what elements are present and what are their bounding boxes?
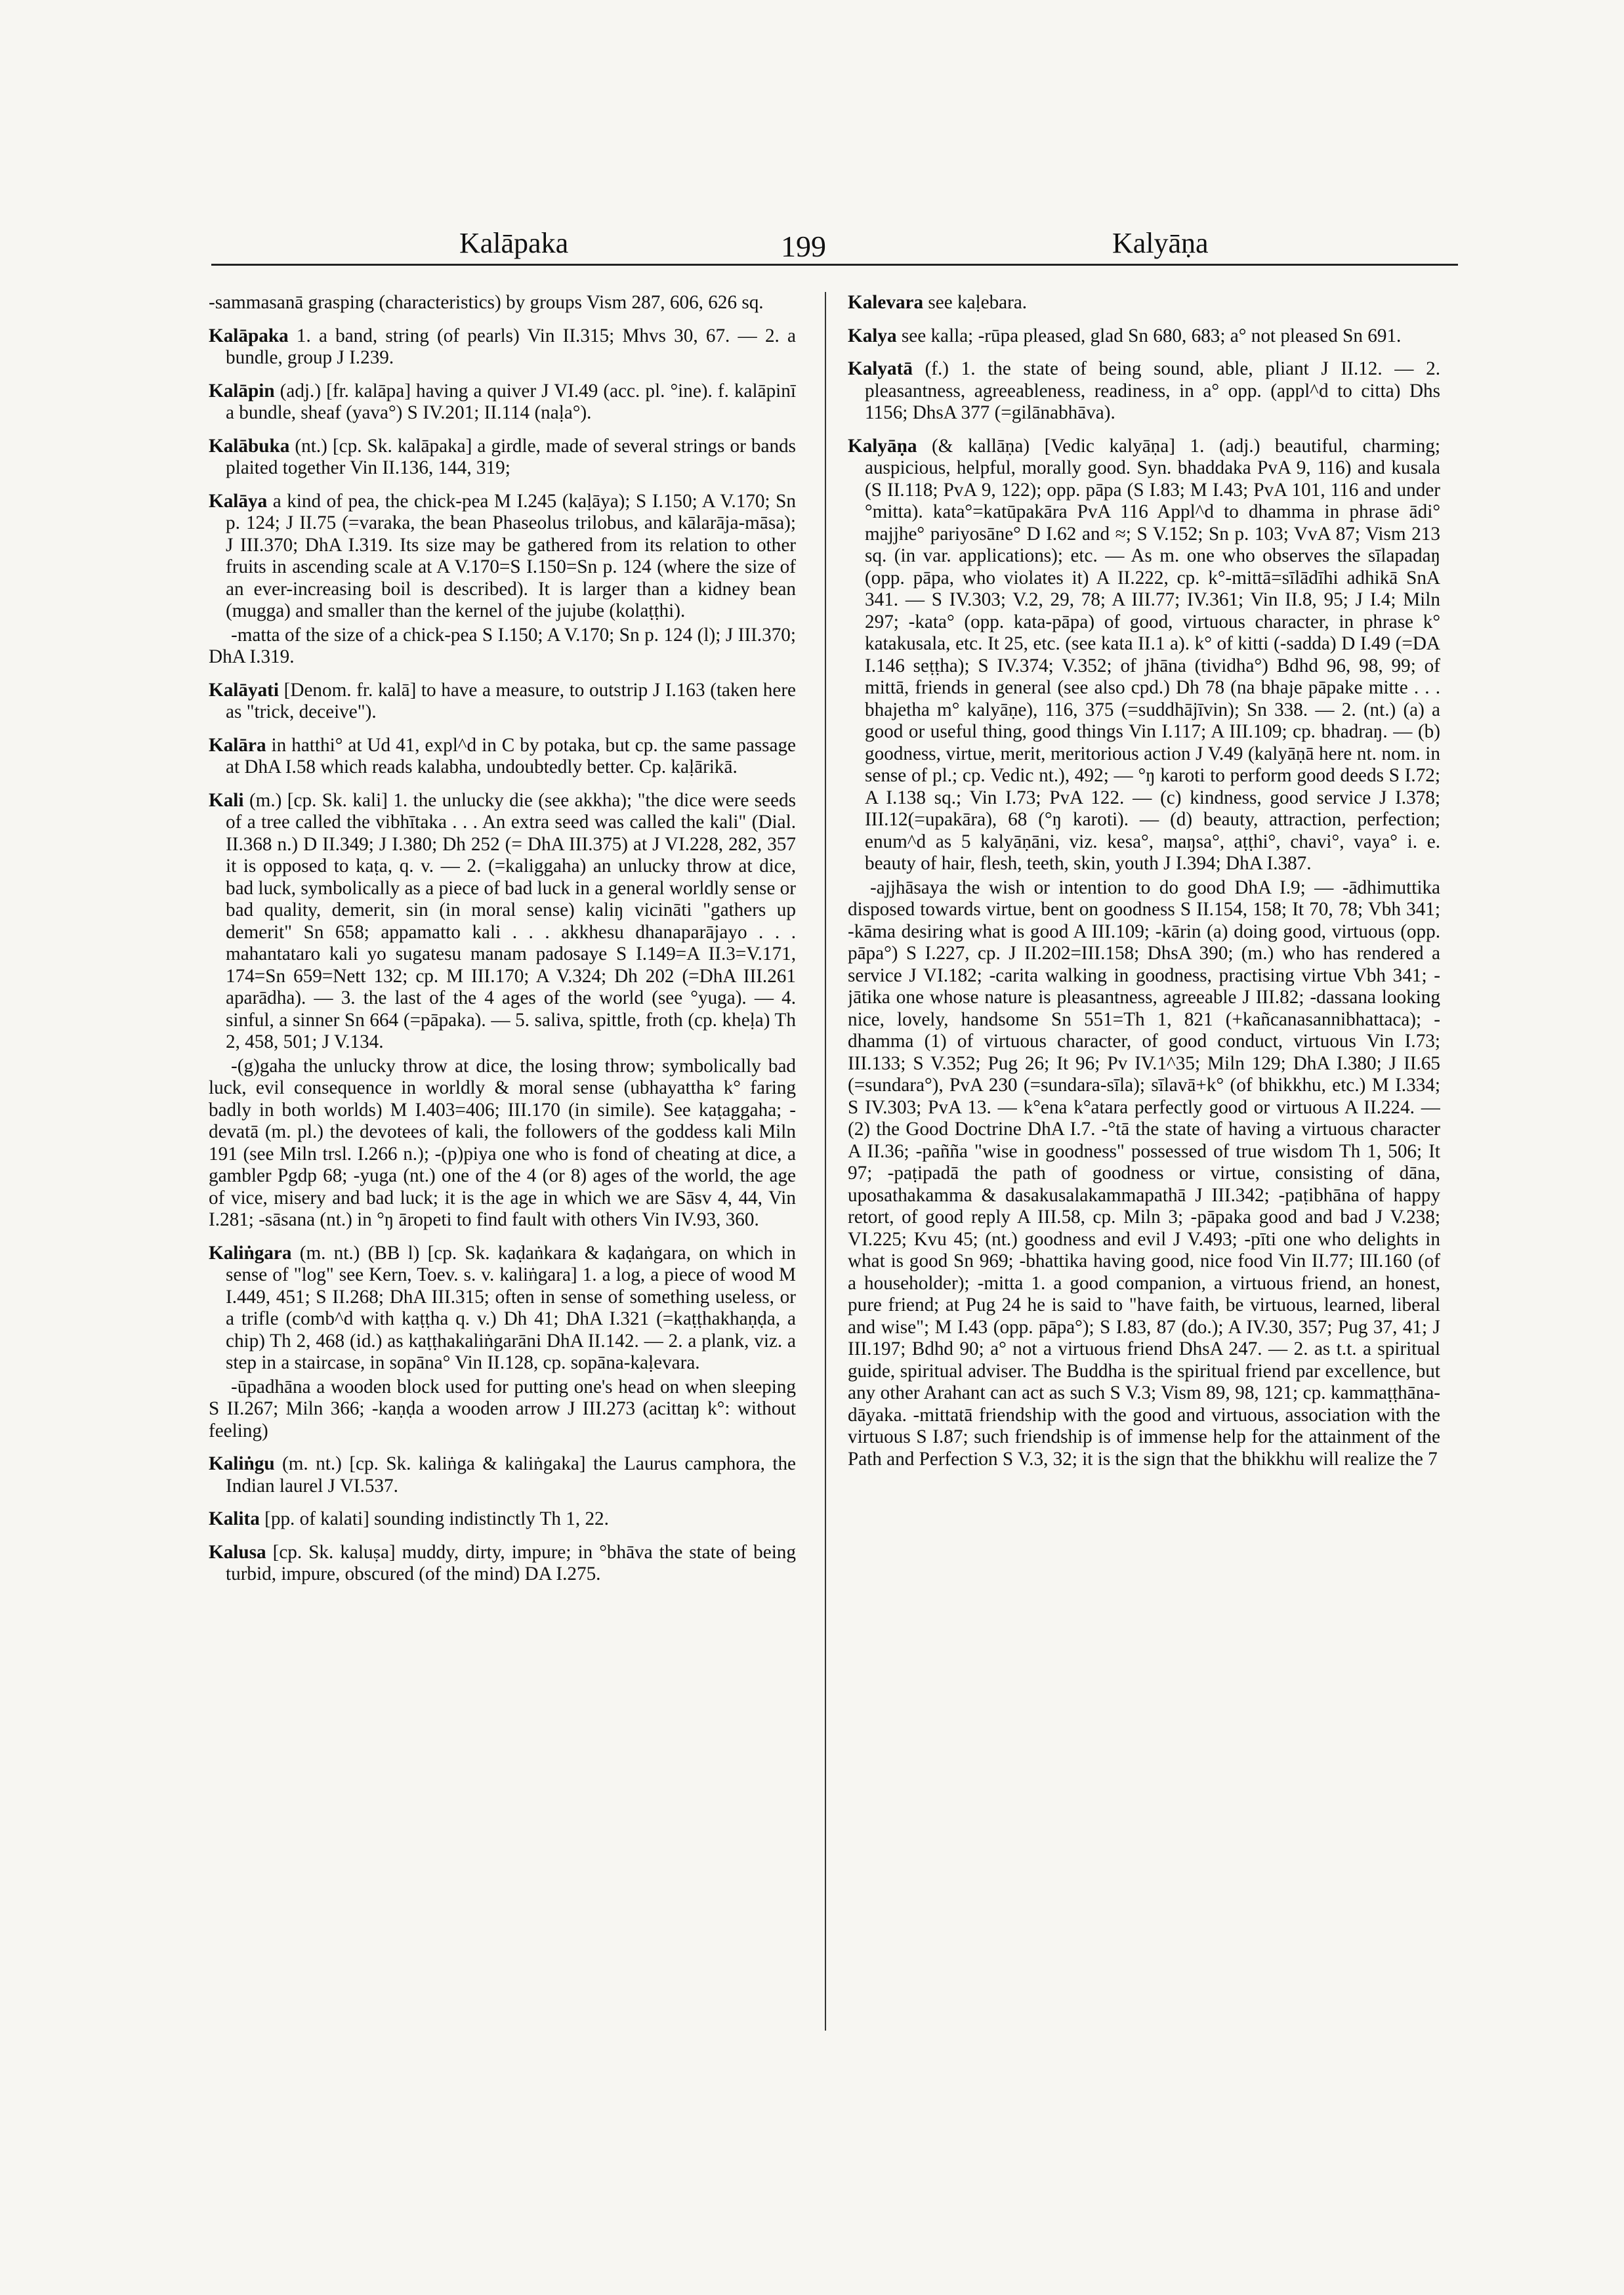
entry-text: see kaḷebara. <box>923 292 1028 313</box>
headword: Kalāyati <box>209 679 280 701</box>
entry-text: -matta of the size of a chick-pea S I.150; A V.170; Sn p. 124 (l); J III.370; DhA I.319. <box>209 624 796 667</box>
dictionary-entry <box>209 325 796 369</box>
dictionary-entry <box>848 292 1440 314</box>
header-right-guideword: Kalyāṇa <box>1112 227 1209 259</box>
sub-entry <box>209 1376 796 1443</box>
headword: Kalevara <box>848 292 924 313</box>
entry-text: 1. a band, string (of pearls) Vin II.315; Mhvs 30, 67. — 2. a bundle, group J I.239. <box>226 325 796 368</box>
headword: Kalyatā <box>848 358 913 379</box>
entry-text: -sammasanā grasping (characteristics) by groups Vism 287, 606, 626 sq. <box>209 292 764 313</box>
dictionary-entry <box>209 1243 796 1375</box>
dictionary-entry <box>209 790 796 1054</box>
entry-text: -ūpadhāna a wooden block used for putting one's head on when sleeping S II.267; Miln 366; -kaṇḍa a wooden arrow J III.273 (acittaŋ k°: without feeling) <box>209 1376 796 1441</box>
dictionary-entry <box>848 358 1440 424</box>
headword: Kalya <box>848 325 897 346</box>
dictionary-entry <box>209 1542 796 1586</box>
entry-text: (adj.) [fr. kalāpa] having a quiver J VI.49 (acc. pl. °ine). f. kalāpinī a bundle, sheaf (yava°) S IV.201; II.114 (naḷa°). <box>226 380 796 423</box>
dictionary-entry <box>848 325 1440 348</box>
entry-text: (& kallāṇa) [Vedic kalyāṇa] 1. (adj.) beautiful, charming; auspicious, helpful, morally good. Syn. bhaddaka PvA 9, 116) and kusala (S II.118; PvA 9, 122); opp. pāpa (S I.83; M I.43; PvA 101, 116 and under °mitta). kata°=katūpakāra PvA 116 Appl^d to dhamma in phrase ādi° majjhe° pariyosāne° D I.62 and ≈; S V.152; Sn p. 103; VvA 87; Vism 213 sq. (in var. applications); etc. — As m. one who observes the sīlapadaŋ (opp. pāpa, who violates it) A II.222, cp. k°-mittā=sīlādīhi adhikā SnA 341. — S IV.303; V.2, 29, 78; A III.77; IV.361; Vin II.8, 95; J I.4; Miln 297; -kata° (opp. kata-pāpa) of good, virtuous character, in phrase k° katakusala, etc. It 25, etc. (see kata II.1 a). k° of kitti (-sadda) D I.49 (=DA I.146 seṭṭha); S IV.374; V.352; of jhāna (tividha°) Bdhd 96, 98, 99; of mittā, friends in general (see also cpd.) Dh 78 (na bhaje pāpake mitte . . . bhajetha m° kalyāṇe), 116, 375 (=suddhājīvin); Sn 338. — 2. (nt.) (a) a good or useful thing, good things Vin I.117; A III.109; cp. bhadraŋ. — (b) goodness, virtue, merit, meritorious action J V.49 (kalyāṇā here nt. nom. in sense of pl.; cp. Vedic nt.), 492; — °ŋ karoti to perform good deeds S I.72; A I.138 sq.; Vin I.73; PvA 122. — (c) kindness, good service J I.378; III.12(=upakāra), 68 (°ŋ karoti). — (d) beauty, attraction, perfection; enum^d as 5 kalyāṇāni, viz. kesa°, maŋsa°, aṭṭhi°, chavi°, vaya° i. e. beauty of hair, flesh, teeth, skin, youth J I.394; DhA I.387. <box>865 435 1440 874</box>
dictionary-entry <box>209 436 796 480</box>
dictionary-entry <box>209 292 796 314</box>
header-rule <box>211 264 1458 266</box>
entry-text: in hatthi° at Ud 41, expl^d in C by potaka, but cp. the same passage at DhA I.58 which reads kalabha, undoubtedly better. Cp. kaḷārikā. <box>226 734 796 777</box>
page-number: 199 <box>781 230 826 263</box>
dictionary-entry <box>209 680 796 724</box>
headword: Kaliṅgu <box>209 1453 275 1474</box>
dictionary-entry <box>209 735 796 779</box>
headword: Kalābuka <box>209 435 290 457</box>
entry-text: (m. nt.) (BB l) [cp. Sk. kaḍaṅkara & kaḍaṅgara, on which in sense of "log" see Kern, Toev. s. v. kaliṅgara] 1. a log, a piece of wood M I.449, 451; S II.268; DhA III.315; often in sense of something useless, or a trifle (comb^d with kaṭṭha q. v.) Dh 41; DhA I.321 (=kaṭṭhakhaṇḍa, a chip) Th 2, 468 (id.) as kaṭṭhakaliṅgarāni DhA II.142. — 2. a plank, viz. a step in a staircase, in sopāna° Vin II.128, cp. sopāna-kaḷevara. <box>226 1242 796 1373</box>
headword: Kalusa <box>209 1541 266 1563</box>
header-left-guideword: Kalāpaka <box>459 227 569 259</box>
headword: Kaliṅgara <box>209 1242 292 1264</box>
headword: Kalāra <box>209 734 266 756</box>
dictionary-entry <box>209 1508 796 1531</box>
headword: Kalāya <box>209 490 268 512</box>
entry-text: (m. nt.) [cp. Sk. kaliṅga & kaliṅgaka] the Laurus camphora, the Indian laurel J VI.537. <box>226 1453 796 1497</box>
entry-text: (m.) [cp. Sk. kali] 1. the unlucky die (see akkha); "the dice were seeds of a tree called the vibhītaka . . . An extra seed was called the kali" (Dial. II.368 n.) D II.349; J I.380; Dh 252 (= DhA III.375) at J VI.228, 282, 357 it is opposed to kaṭa, q. v. — 2. (=kaliggaha) an unlucky throw at dice, bad luck, symbolically as a piece of bad luck in a general worldly sense or bad quality, demerit, sin (in moral sense) kaliŋ vicināti "gathers up demerit" Sn 658; appamatto kali . . . akkhesu dhanaparājayo . . . mahantataro kali yo sugatesu manam padosaye S I.149=A II.3=V.171, 174=Sn 659=Nett 132; cp. M III.170; A V.324; Dh 202 (=DhA III.261 aparādha). — 3. the last of the 4 ages of the world (see °yuga). — 4. sinful, a sinner Sn 664 (=pāpaka). — 5. saliva, spittle, froth (cp. kheḷa) Th 2, 458, 501; J V.134. <box>226 789 796 1052</box>
dictionary-entry <box>209 381 796 424</box>
entry-text: a kind of pea, the chick-pea M I.245 (kaḷāya); S I.150; A V.170; Sn p. 124; J II.75 (=varaka, the bean Phaseolus trilobus, and kālarāja-māsa); J III.370; DhA I.319. Its size may be gathered from its relation to other fruits in ascending scale at A V.170=S I.150=Sn p. 124 (where the size of an ever-increasing boil is described). It is larger than a kidney bean (mugga) and smaller than the kernel of the jujube (kolaṭṭhi). <box>226 490 796 621</box>
column-divider <box>825 292 826 2031</box>
sub-entry <box>209 625 796 669</box>
headword: Kalāpaka <box>209 325 289 346</box>
headword: Kalāpin <box>209 380 275 402</box>
sub-entry <box>848 877 1440 1471</box>
dictionary-entry <box>209 491 796 623</box>
entry-text: [cp. Sk. kaluṣa] muddy, dirty, impure; in °bhāva the state of being turbid, impure, obscured (of the mind) DA I.275. <box>226 1541 796 1584</box>
headword: Kali <box>209 789 244 811</box>
right-column <box>848 292 1440 2063</box>
sub-entry <box>209 1056 796 1231</box>
entry-text: -(g)gaha the unlucky throw at dice, the losing throw; symbolically bad luck, evil consequence in worldly & moral sense (ubhayattha k° faring badly in both worlds) M I.403=406; III.170 (in simile). See kaṭaggaha; -devatā (m. pl.) the devotees of kali, the followers of the goddess kali Miln 191 (see Miln trsl. I.266 n.); -(p)piya one who is fond of cheating at dice, a gambler Pgdp 68; -yuga (nt.) one of the 4 (or 8) ages of the world, the age of vice, misery and bad luck; it is the age in which we are Sāsv 4, 44, Vin I.281; -sāsana (nt.) in °ŋ āropeti to find fault with others Vin IV.93, 360. <box>209 1055 796 1230</box>
entry-text: -ajjhāsaya the wish or intention to do good DhA I.9; — -ādhimuttika disposed towards virtue, bent on goodness S II.154, 158; It 70, 78; Vbh 341; -kāma desiring what is good A III.109; -kārin (a) doing good, virtuous (opp. pāpa°) S I.227, cp. J II.202=III.158; DhsA 390; (m.) who has rendered a service J VI.182; -carita walking in goodness, practising virtue Vbh 341; -jātika one whose nature is pleasantness, agreeable J III.82; -dassana looking nice, lovely, handsome Sn 551=Th 1, 821 (+kañcanasannibhattaca); -dhamma (1) of virtuous character, of good conduct, virtuous Vin I.73; III.133; S V.352; Pug 26; It 96; Pv IV.1^35; Miln 129; DhA I.380; J II.65 (=sundara°), PvA 230 (=sundara-sīla); sīlavā+k° (of bhikkhu, etc.) M I.334; S IV.303; PvA 13. — k°ena k°atara perfectly good or virtuous A II.224. — (2) the Good Doctrine DhA I.7. -°tā the state of having a virtuous character A II.36; -pañña "wise in goodness" possessed of true wisdom Th 1, 506; It 97; -paṭipadā the path of goodness or virtue, consisting of dāna, uposathakamma & dasakusalakammapathā J III.342; -paṭibhāna of happy retort, of good reply A III.58, cp. Miln 3; -pāpaka good and bad J V.238; VI.225; Kvu 45; (nt.) goodness and evil J V.493; -pīti one who delights in what is good Sn 969; -bhattika having good, nice food Vin II.77; III.160 (of a householder); -mitta 1. a good companion, a virtuous friend, an honest, pure friend; at Pug 24 he is said to "have faith, be virtuous, learned, liberal and wise"; M I.43 (opp. pāpa°); S I.83, 87 (do.); A IV.30, 357; Pug 37, 41; J III.197; Bdhd 90; a° not a virtuous friend DhsA 247. — 2. as t.t. a spiritual guide, spiritual adviser. The Buddha is the spiritual friend par excellence, but any other Arahant can act as such S V.3; Vism 89, 98, 121; cp. kammaṭṭhāna-dāyaka. -mittatā friendship with the good and virtuous, association with the virtuous S I.87; such friendship is of immense help for the attainment of the Path and Perfection S V.3, 32; it is the sign that the bhikkhu will realize the 7 <box>848 877 1440 1470</box>
headword: Kalyāṇa <box>848 435 917 457</box>
entry-text: see kalla; -rūpa pleased, glad Sn 680, 683; a° not pleased Sn 691. <box>896 325 1402 346</box>
headword: Kalita <box>209 1508 260 1529</box>
dictionary-entry <box>848 436 1440 875</box>
entry-text: [pp. of kalati] sounding indistinctly Th 1, 22. <box>259 1508 609 1529</box>
entry-text: (f.) 1. the state of being sound, able, pliant J II.12. — 2. pleasantness, agreeableness, readiness, in a° opp. (appl^d to citta) Dhs 1156; DhsA 377 (=gilānabhāva). <box>865 358 1440 423</box>
dictionary-entry <box>209 1453 796 1497</box>
entry-text: [Denom. fr. kalā] to have a measure, to outstrip J I.163 (taken here as "trick, deceive"). <box>226 679 796 722</box>
left-column <box>209 292 796 2063</box>
entry-text: (nt.) [cp. Sk. kalāpaka] a girdle, made of several strings or bands plaited together Vin II.136, 144, 319; <box>226 435 796 478</box>
